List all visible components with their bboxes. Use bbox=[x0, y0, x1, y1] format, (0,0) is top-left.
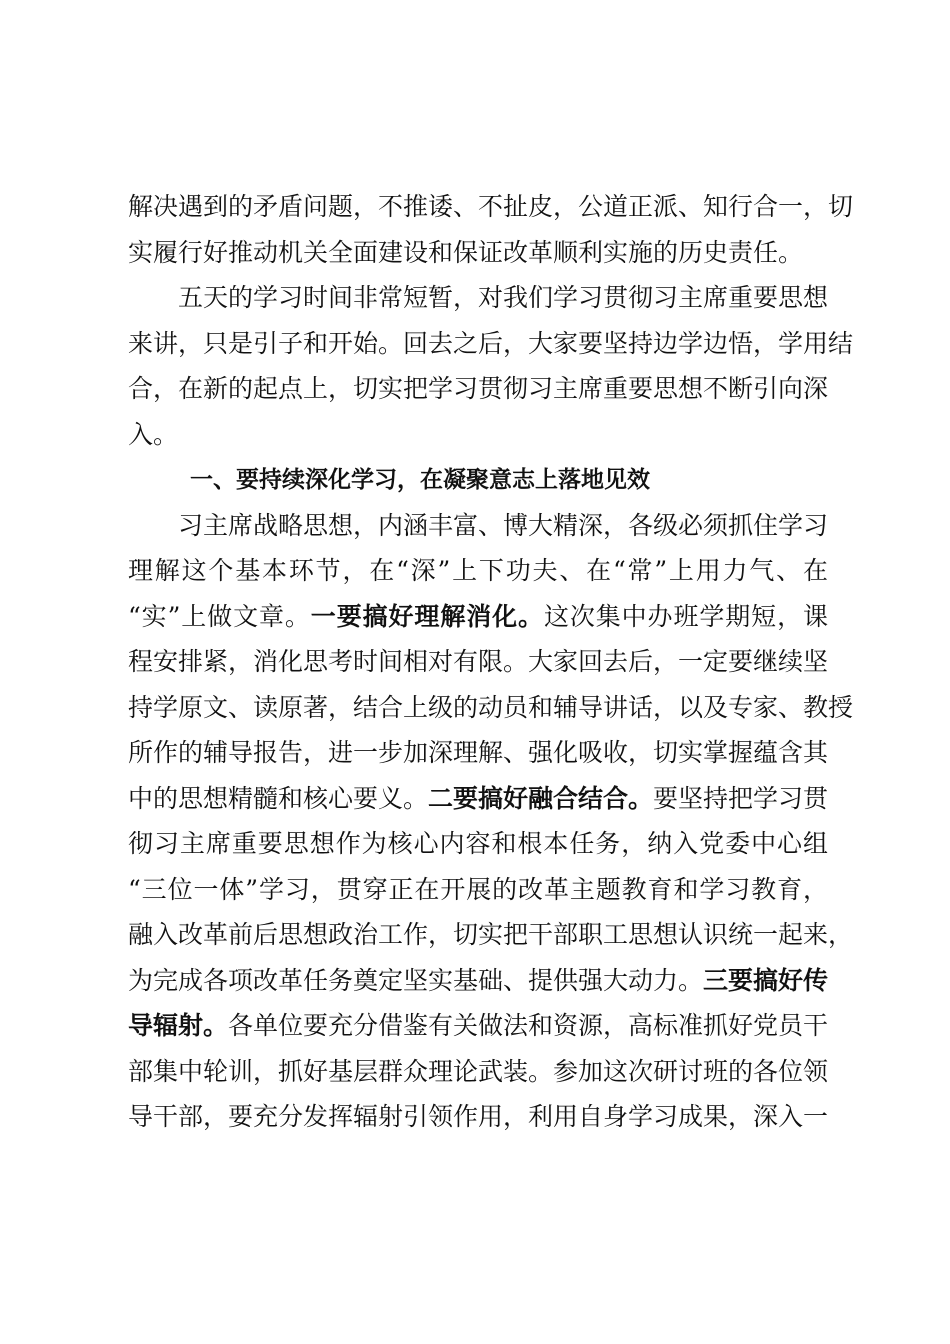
text-line bbox=[128, 915, 854, 955]
text-run: 入。 bbox=[128, 420, 179, 449]
text-run: 为完成各项改革任务奠定坚实基础、提供强大动力。 bbox=[128, 966, 704, 995]
section-heading bbox=[190, 460, 790, 500]
text-run: 五天的学习时间非常短暂，对我们学习贯彻习主席重要思想 bbox=[178, 283, 829, 312]
text-run: 要坚持把学习贯 bbox=[653, 784, 829, 813]
text-line bbox=[128, 233, 828, 273]
text-run: 来讲，只是引子和开始。回去之后，大家要坚持边学边悟，学用结 bbox=[128, 329, 854, 358]
bold-run: 三要搞好传 bbox=[703, 966, 829, 995]
text-run: 彻习主席重要思想作为核心内容和根本任务，纳入党委中心组 bbox=[128, 829, 828, 858]
text-line bbox=[128, 415, 828, 455]
bold-run: 一要搞好理解消化。 bbox=[310, 602, 544, 631]
text-run: 持学原文、读原著，结合上级的动员和辅导讲话，以及专家、教授 bbox=[128, 693, 854, 722]
text-run: “三位一体”学习，贯穿正在开展的改革主题教育和学习教育， bbox=[128, 875, 828, 904]
text-line bbox=[128, 779, 828, 819]
text-line bbox=[128, 551, 828, 591]
text-line bbox=[128, 642, 828, 682]
text-line bbox=[128, 1006, 828, 1046]
text-run: 融入改革前后思想政治工作，切实把干部职工思想认识统一起来， bbox=[128, 920, 854, 949]
text-run: 习主席战略思想，内涵丰富、博大精深，各级必须抓住学习 bbox=[178, 511, 829, 540]
text-run: 合，在新的起点上，切实把学习贯彻习主席重要思想不断引向深 bbox=[128, 374, 829, 403]
text-line bbox=[128, 733, 828, 773]
text-line bbox=[128, 1052, 828, 1092]
bold-run: 导辐射。 bbox=[128, 1011, 229, 1040]
text-line bbox=[128, 688, 854, 728]
text-run: 这次集中办班学期短，课 bbox=[543, 602, 828, 631]
text-line bbox=[128, 369, 828, 409]
text-line bbox=[128, 824, 828, 864]
text-run: 各单位要充分借鉴有关做法和资源，高标准抓好党员干 bbox=[228, 1011, 829, 1040]
text-line bbox=[128, 1097, 828, 1137]
text-run: 部集中轮训，抓好基层群众理论武装。参加这次研讨班的各位领 bbox=[128, 1057, 829, 1086]
heading-text: 一、要持续深化学习，在凝聚意志上落地见效 bbox=[190, 467, 650, 493]
text-line bbox=[128, 870, 828, 910]
text-run: 程安排紧，消化思考时间相对有限。大家回去后，一定要继续坚 bbox=[128, 647, 829, 676]
paragraph-first-line bbox=[178, 506, 828, 546]
bold-run: 二要搞好融合结合。 bbox=[428, 784, 654, 813]
text-line bbox=[128, 961, 828, 1001]
text-run: 解决遇到的矛盾问题，不推诿、不扯皮，公道正派、知行合一，切 bbox=[128, 192, 854, 221]
text-run: 导干部，要充分发挥辐射引领作用，利用自身学习成果，深入一 bbox=[128, 1102, 829, 1131]
text-run: 中的思想精髓和核心要义。 bbox=[128, 784, 429, 813]
text-line bbox=[128, 187, 854, 227]
text-run: 实履行好推动机关全面建设和保证改革顺利实施的历史责任。 bbox=[128, 238, 804, 267]
text-line bbox=[128, 597, 828, 637]
text-line bbox=[128, 324, 854, 364]
paragraph-first-line bbox=[178, 278, 828, 318]
text-run: 所作的辅导报告，进一步加深理解、强化吸收，切实掌握蕴含其 bbox=[128, 738, 829, 767]
text-run: 理解这个基本环节，在“深”上下功夫、在“常”上用力气、在 bbox=[128, 556, 828, 585]
text-run: “实”上做文章。 bbox=[128, 602, 311, 631]
